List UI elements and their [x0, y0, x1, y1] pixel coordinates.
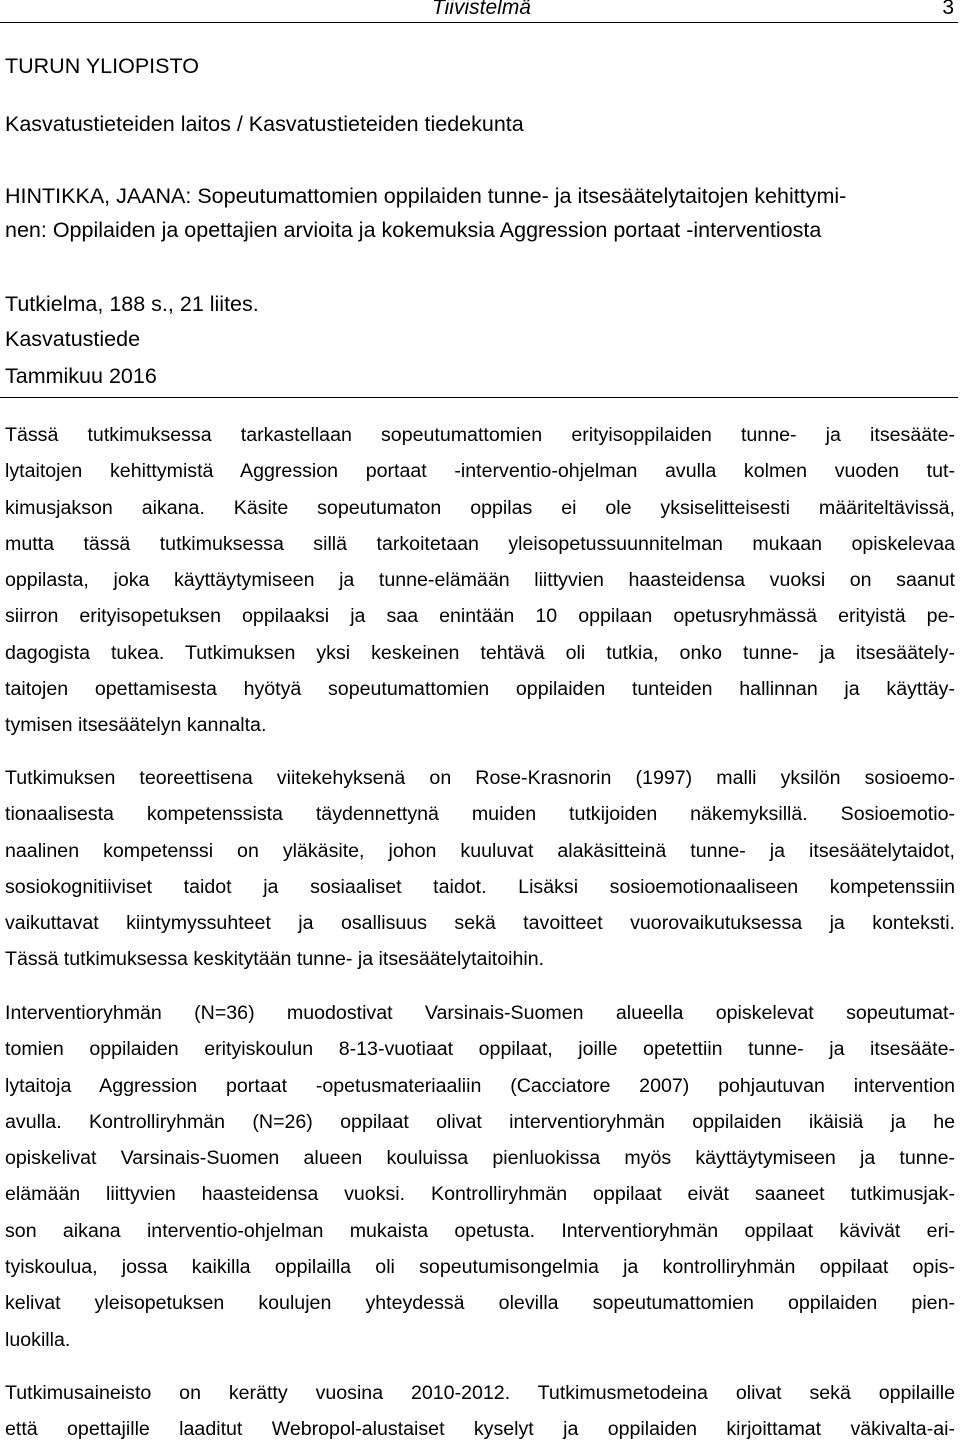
paragraph-line: tionaalisesta kompetenssista täydennettynä muiden tutkijoiden näkemyksillä. Sosioemotio- — [5, 803, 955, 826]
paragraph-line: opiskelivat Varsinais-Suomen alueen kouluissa pienluokissa myös käyttäytymiseen ja tunne- — [5, 1147, 955, 1170]
subject: Kasvatustiede — [5, 327, 141, 351]
paragraph-line: naalinen kompetenssi on yläkäsite, johon kuuluvat alakäsitteinä tunne- ja itsesäätelytaidot, — [5, 839, 955, 862]
abstract-paragraph-3 — [5, 995, 955, 1358]
university-name: TURUN YLIOPISTO — [5, 54, 199, 78]
paragraph-line: tyiskoulua, jossa kaikilla oppilailla oli sopeutumisongelmia ja kontrolliryhmän oppilaat opis- — [5, 1256, 955, 1279]
paragraph-line: että opettajille laaditut Webropol-alustaiset kyselyt ja oppilaiden kirjoittamat väkivalta-ai- — [5, 1418, 955, 1441]
paragraph-line: taitojen opettamisesta hyötyä sopeutumattomien oppilaiden tunteiden hallinnan ja käyttäy- — [5, 678, 955, 701]
paragraph-line: kelivat yleisopetuksen koulujen yhteydessä olevilla sopeutumattomien oppilaiden pien- — [5, 1292, 955, 1315]
paragraph-line: tomien oppilaiden erityiskoulun 8-13-vuotiaat oppilaat, joille opetettiin tunne- ja itsesääte- — [5, 1038, 955, 1061]
thesis-info: Tutkielma, 188 s., 21 liites. — [5, 292, 259, 316]
paragraph-line: Tutkimusaineisto on kerätty vuosina 2010-2012. Tutkimusmetodeina olivat sekä oppilaille — [5, 1382, 955, 1404]
paragraph-line: lytaitojen kehittymistä Aggression portaat -interventio-ohjelman avulla kolmen vuoden tut- — [5, 460, 955, 483]
paragraph-line: sosiokognitiiviset taidot ja sosiaaliset taidot. Lisäksi sosioemotionaaliseen kompetenssiin — [5, 875, 955, 898]
thesis-title-line-1: HINTIKKA, JAANA: Sopeutumattomien oppilaiden tunne- ja itsesäätelytaitojen kehittymi- — [5, 184, 847, 208]
paragraph-line: Tutkimuksen teoreettisena viitekehyksenä on Rose-Krasnorin (1997) malli yksilön sosioemo- — [5, 767, 955, 789]
paragraph-line: vaikuttavat kiintymyssuhteet ja osallisuus sekä tavoitteet vuorovaikutuksessa ja konteksti. — [5, 912, 955, 935]
running-header — [0, 0, 958, 23]
paragraph-line: dagogista tukea. Tutkimuksen yksi keskeinen tehtävä oli tutkia, onko tunne- ja itsesäätely- — [5, 641, 955, 664]
paragraph-line: mutta tässä tutkimuksessa sillä tarkoitetaan yleisopetussuunnitelman mukaan opiskelevaa — [5, 532, 955, 555]
paragraph-line: lytaitoja Aggression portaat -opetusmateriaaliin (Cacciatore 2007) pohjautuvan intervention — [5, 1074, 955, 1097]
paragraph-line: Tässä tutkimuksessa tarkastellaan sopeutumattomien erityisoppilaiden tunne- ja itsesääte- — [5, 424, 955, 446]
paragraph-line: luokilla. — [5, 1328, 71, 1351]
header-section-title: Tiivistelmä — [432, 0, 531, 19]
page-number: 3 — [942, 0, 954, 19]
abstract-paragraph-2 — [5, 760, 955, 978]
paragraph-line: siirron erityisopetuksen oppilaaksi ja saa enintään 10 oppilaan opetusryhmässä erityistä pe- — [5, 605, 955, 628]
divider — [0, 397, 958, 398]
paragraph-line: Interventioryhmän (N=36) muodostivat Varsinais-Suomen alueella opiskelevat sopeutumat- — [5, 1002, 955, 1024]
paragraph-line: oppilasta, joka käyttäytymiseen ja tunne-elämään liittyvien haasteidensa vuoksi on saanut — [5, 569, 955, 592]
abstract-paragraph-4 — [5, 1375, 955, 1448]
paragraph-line: tymisen itsesäätelyn kannalta. — [5, 714, 267, 737]
department-name: Kasvatustieteiden laitos / Kasvatustieteiden tiedekunta — [5, 112, 524, 136]
paragraph-line: avulla. Kontrolliryhmän (N=26) oppilaat olivat interventioryhmän oppilaiden ikäisiä ja he — [5, 1110, 955, 1133]
thesis-title-line-2: nen: Oppilaiden ja opettajien arvioita ja kokemuksia Aggression portaat -interventiosta — [5, 218, 822, 242]
paragraph-line: son aikana interventio-ohjelman mukaista opetusta. Interventioryhmän oppilaat kävivät eri- — [5, 1219, 955, 1242]
date: Tammikuu 2016 — [5, 364, 157, 388]
abstract-paragraph-1 — [5, 417, 955, 744]
paragraph-line: kimusjakson aikana. Käsite sopeutumaton oppilas ei ole yksiselitteisesti määriteltävissä, — [5, 496, 955, 519]
paragraph-line: Tässä tutkimuksessa keskitytään tunne- ja itsesäätelytaitoihin. — [5, 948, 545, 971]
paragraph-line: elämään liittyvien haasteidensa vuoksi. Kontrolliryhmän oppilaat eivät saaneet tutkimusjak- — [5, 1183, 955, 1206]
